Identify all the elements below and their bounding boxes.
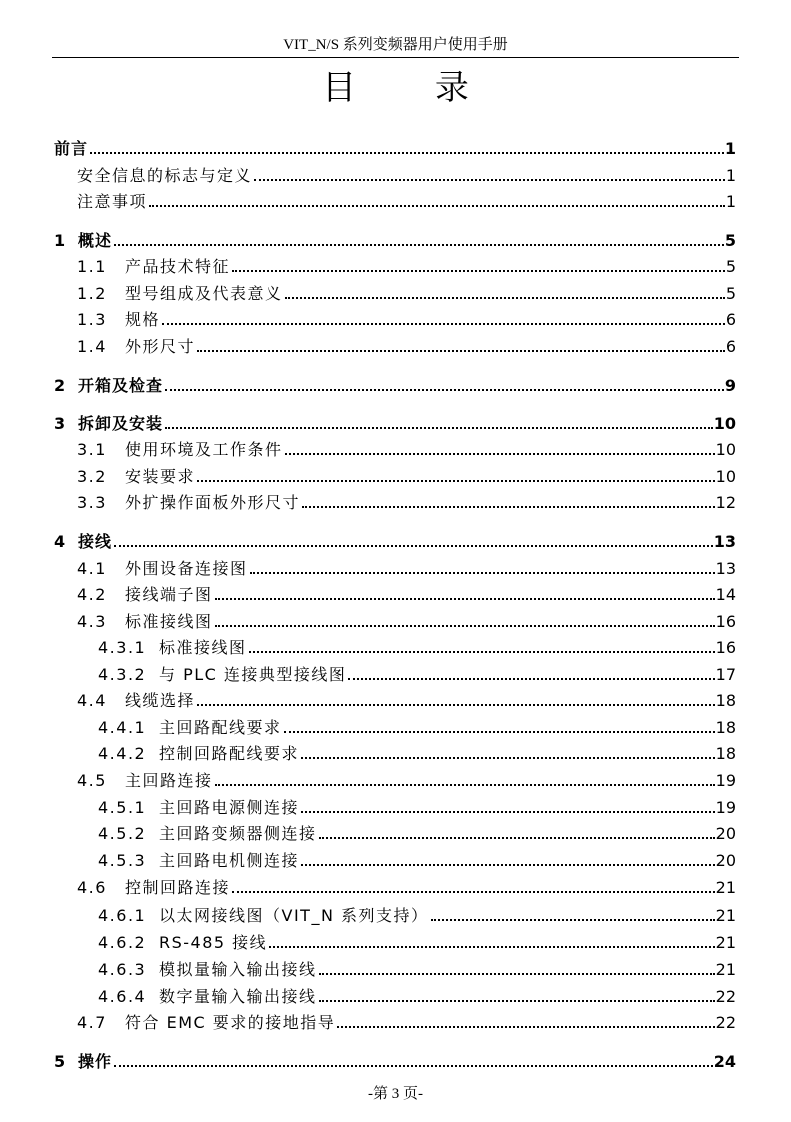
toc-dot-leader	[301, 864, 715, 866]
toc-entry-label: 主回路变频器侧连接	[159, 824, 317, 843]
toc-entry-page: 16	[715, 612, 736, 631]
toc-dot-leader	[301, 811, 715, 813]
toc-entry-label: 数字量输入输出接线	[159, 987, 317, 1006]
toc-entry-page: 18	[715, 718, 736, 737]
toc-entry[interactable]	[54, 765, 736, 791]
toc-entry-number: 4.6	[77, 878, 107, 897]
toc-dot-leader	[431, 919, 715, 921]
toc-entry-number: 4.6.4	[98, 987, 147, 1006]
toc-entry-number: 1.2	[77, 284, 107, 303]
toc-entry[interactable]	[54, 659, 736, 685]
toc-entry[interactable]	[54, 792, 736, 818]
toc-entry-page: 17	[715, 665, 736, 684]
toc-entry-label: 注意事项	[77, 192, 148, 211]
toc-dot-leader	[114, 1065, 713, 1067]
toc-entry-page: 22	[715, 1013, 736, 1032]
toc-entry-number: 4.5.1	[98, 798, 147, 817]
toc-entry-number: 4.5.2	[98, 824, 147, 843]
toc-dot-leader	[319, 1000, 715, 1002]
toc-entry-number: 1	[54, 231, 67, 250]
toc-entry-label: 外扩操作面板外形尺寸	[125, 493, 301, 512]
toc-entry[interactable]	[54, 606, 736, 632]
toc-entry-number: 3.2	[77, 467, 107, 486]
toc-entry[interactable]	[54, 370, 736, 396]
toc-entry-page: 1	[725, 192, 736, 211]
toc-entry-number: 4.2	[77, 585, 107, 604]
toc-entry[interactable]	[54, 712, 736, 738]
toc-entry-page: 21	[715, 960, 736, 979]
toc-entry-page: 13	[713, 532, 736, 551]
toc-entry-number: 3.3	[77, 493, 107, 512]
toc-entry[interactable]	[54, 818, 736, 844]
toc-dot-leader	[269, 946, 714, 948]
toc-entry-label: 接线端子图	[125, 585, 213, 604]
page-header: VIT_N/S 系列变频器用户使用手册	[283, 37, 508, 53]
toc-entry-page: 5	[725, 257, 736, 276]
toc-entry-label: 型号组成及代表意义	[125, 284, 283, 303]
toc-entry-page: 18	[715, 744, 736, 763]
toc-entry-number: 4.4	[77, 691, 107, 710]
toc-entry-label: 主回路电机侧连接	[159, 851, 300, 870]
toc-entry-label: 接线	[78, 532, 113, 551]
toc-entry-number: 4.3	[77, 612, 107, 631]
toc-entry-number: 4.7	[77, 1013, 107, 1032]
toc-entry-page: 14	[715, 585, 736, 604]
toc-entry-label: 模拟量输入输出接线	[159, 960, 317, 979]
toc-dot-leader	[250, 572, 715, 574]
toc-dot-leader	[165, 427, 713, 429]
toc-dot-leader	[165, 389, 724, 391]
toc-entry-number: 3.1	[77, 440, 107, 459]
toc-entry[interactable]	[54, 685, 736, 711]
toc-entry[interactable]	[54, 251, 736, 277]
toc-entry-label: 使用环境及工作条件	[125, 440, 283, 459]
toc-entry[interactable]	[54, 304, 736, 330]
toc-entry-page: 21	[715, 878, 736, 897]
toc-entry-number: 4.6.3	[98, 960, 147, 979]
toc-dot-leader	[215, 598, 715, 600]
toc-entry-page: 19	[715, 798, 736, 817]
toc-entry-page: 12	[715, 493, 736, 512]
toc-entry-number: 2	[54, 376, 67, 395]
toc-dot-leader	[197, 480, 715, 482]
toc-entry-page: 1	[724, 139, 736, 158]
toc-entry-number: 4.3.2	[98, 665, 147, 684]
toc-entry-page: 18	[715, 691, 736, 710]
toc-entry-number: 4.4.1	[98, 718, 147, 737]
toc-dot-leader	[337, 1026, 714, 1028]
toc-dot-leader	[302, 506, 715, 508]
toc-entry[interactable]	[54, 186, 736, 212]
toc-entry[interactable]	[54, 927, 736, 953]
toc-entry-label: 产品技术特征	[125, 257, 231, 276]
toc-entry-number: 1.1	[77, 257, 107, 276]
toc-entry-label: 主回路配线要求	[159, 718, 282, 737]
toc-entry[interactable]	[54, 579, 736, 605]
toc-dot-leader	[284, 731, 715, 733]
toc-entry-page: 20	[715, 824, 736, 843]
page-title: 目 录	[322, 68, 503, 108]
toc-entry-label: 开箱及检查	[78, 376, 164, 395]
toc-entry-label: 拆卸及安装	[78, 414, 164, 433]
toc-entry-number: 4.1	[77, 559, 107, 578]
toc-dot-leader	[285, 453, 715, 455]
toc-entry-label: 标准接线图	[159, 638, 247, 657]
toc-dot-leader	[215, 625, 715, 627]
toc-entry-page: 22	[715, 987, 736, 1006]
toc-dot-leader	[232, 270, 725, 272]
toc-entry[interactable]	[54, 278, 736, 304]
toc-entry-label: 主回路连接	[125, 771, 213, 790]
toc-entry[interactable]	[54, 845, 736, 871]
toc-entry[interactable]	[54, 461, 736, 487]
toc-entry[interactable]	[54, 900, 736, 926]
toc-entry[interactable]	[54, 133, 736, 159]
toc-entry[interactable]	[54, 632, 736, 658]
toc-entry[interactable]	[54, 331, 736, 357]
toc-dot-leader	[301, 757, 715, 759]
header-rule	[52, 57, 739, 58]
toc-entry[interactable]	[54, 526, 736, 552]
toc-entry-page: 19	[715, 771, 736, 790]
toc-entry-label: 主回路电源侧连接	[159, 798, 300, 817]
toc-entry[interactable]	[54, 872, 736, 898]
toc-entry-page: 21	[715, 933, 736, 952]
toc-entry[interactable]	[54, 738, 736, 764]
toc-dot-leader	[90, 152, 724, 154]
toc-entry[interactable]	[54, 981, 736, 1007]
toc-entry-number: 4.4.2	[98, 744, 147, 763]
toc-entry-page: 16	[715, 638, 736, 657]
toc-entry-page: 20	[715, 851, 736, 870]
toc-dot-leader	[197, 704, 715, 706]
toc-dot-leader	[197, 350, 725, 352]
toc-dot-leader	[348, 678, 714, 680]
toc-entry-label: 安全信息的标志与定义	[77, 166, 253, 185]
toc-dot-leader	[114, 244, 724, 246]
toc-entry-number: 1.3	[77, 310, 107, 329]
toc-dot-leader	[249, 651, 715, 653]
toc-dot-leader	[232, 891, 715, 893]
toc-entry[interactable]	[54, 487, 736, 513]
toc-entry-label: 安装要求	[125, 467, 196, 486]
toc-dot-leader	[319, 973, 715, 975]
toc-entry-label: 标准接线图	[125, 612, 213, 631]
toc-dot-leader	[254, 179, 725, 181]
toc-entry-label: 以太网接线图（VIT_N 系列支持）	[159, 906, 429, 925]
toc-entry[interactable]	[54, 408, 736, 434]
toc-dot-leader	[319, 837, 715, 839]
toc-entry-label: 操作	[78, 1052, 113, 1071]
toc-entry-page: 10	[715, 440, 736, 459]
toc-entry-number: 3	[54, 414, 67, 433]
toc-entry-page: 10	[713, 414, 736, 433]
toc-entry-page: 5	[724, 231, 736, 250]
page-footer: -第 3 页-	[368, 1086, 423, 1102]
toc-dot-leader	[162, 323, 725, 325]
toc-entry-page: 13	[715, 559, 736, 578]
toc-entry-label: 控制回路连接	[125, 878, 231, 897]
toc-entry-number: 4.5.3	[98, 851, 147, 870]
toc-entry-page: 6	[725, 337, 736, 356]
toc-entry[interactable]	[54, 434, 736, 460]
toc-dot-leader	[149, 205, 725, 207]
toc-entry-label: 外形尺寸	[125, 337, 196, 356]
toc-entry-number: 4.6.1	[98, 906, 147, 925]
toc-entry-label: RS-485 接线	[159, 933, 268, 952]
toc-entry-page: 6	[725, 310, 736, 329]
toc-entry-number: 4.3.1	[98, 638, 147, 657]
toc-entry-page: 9	[724, 376, 736, 395]
toc-entry-number: 4.5	[77, 771, 107, 790]
toc-entry-label: 规格	[125, 310, 161, 329]
toc-entry-label: 与 PLC 连接典型接线图	[159, 665, 347, 684]
toc-entry-label: 控制回路配线要求	[159, 744, 300, 763]
toc-entry-number: 1.4	[77, 337, 107, 356]
toc-entry-label: 线缆选择	[125, 691, 196, 710]
toc-entry-number: 4	[54, 532, 67, 551]
toc-entry-number: 5	[54, 1052, 67, 1071]
toc-entry[interactable]	[54, 1007, 736, 1033]
toc-dot-leader	[285, 297, 725, 299]
toc-entry[interactable]	[54, 225, 736, 251]
toc-dot-leader	[215, 784, 715, 786]
toc-dot-leader	[114, 545, 713, 547]
toc-entry-page: 24	[713, 1052, 736, 1071]
toc-entry-label: 符合 EMC 要求的接地指导	[125, 1013, 336, 1032]
toc-entry-page: 21	[715, 906, 736, 925]
toc-entry-label: 概述	[78, 231, 113, 250]
toc-entry[interactable]	[54, 553, 736, 579]
toc-entry[interactable]	[54, 1046, 736, 1072]
toc-entry-label: 前言	[54, 139, 89, 158]
toc-entry[interactable]	[54, 954, 736, 980]
toc-entry-page: 1	[725, 166, 736, 185]
toc-entry-label: 外围设备连接图	[125, 559, 248, 578]
toc-entry-number: 4.6.2	[98, 933, 147, 952]
toc-entry-page: 5	[725, 284, 736, 303]
toc-entry[interactable]	[54, 160, 736, 186]
toc-entry-page: 10	[715, 467, 736, 486]
